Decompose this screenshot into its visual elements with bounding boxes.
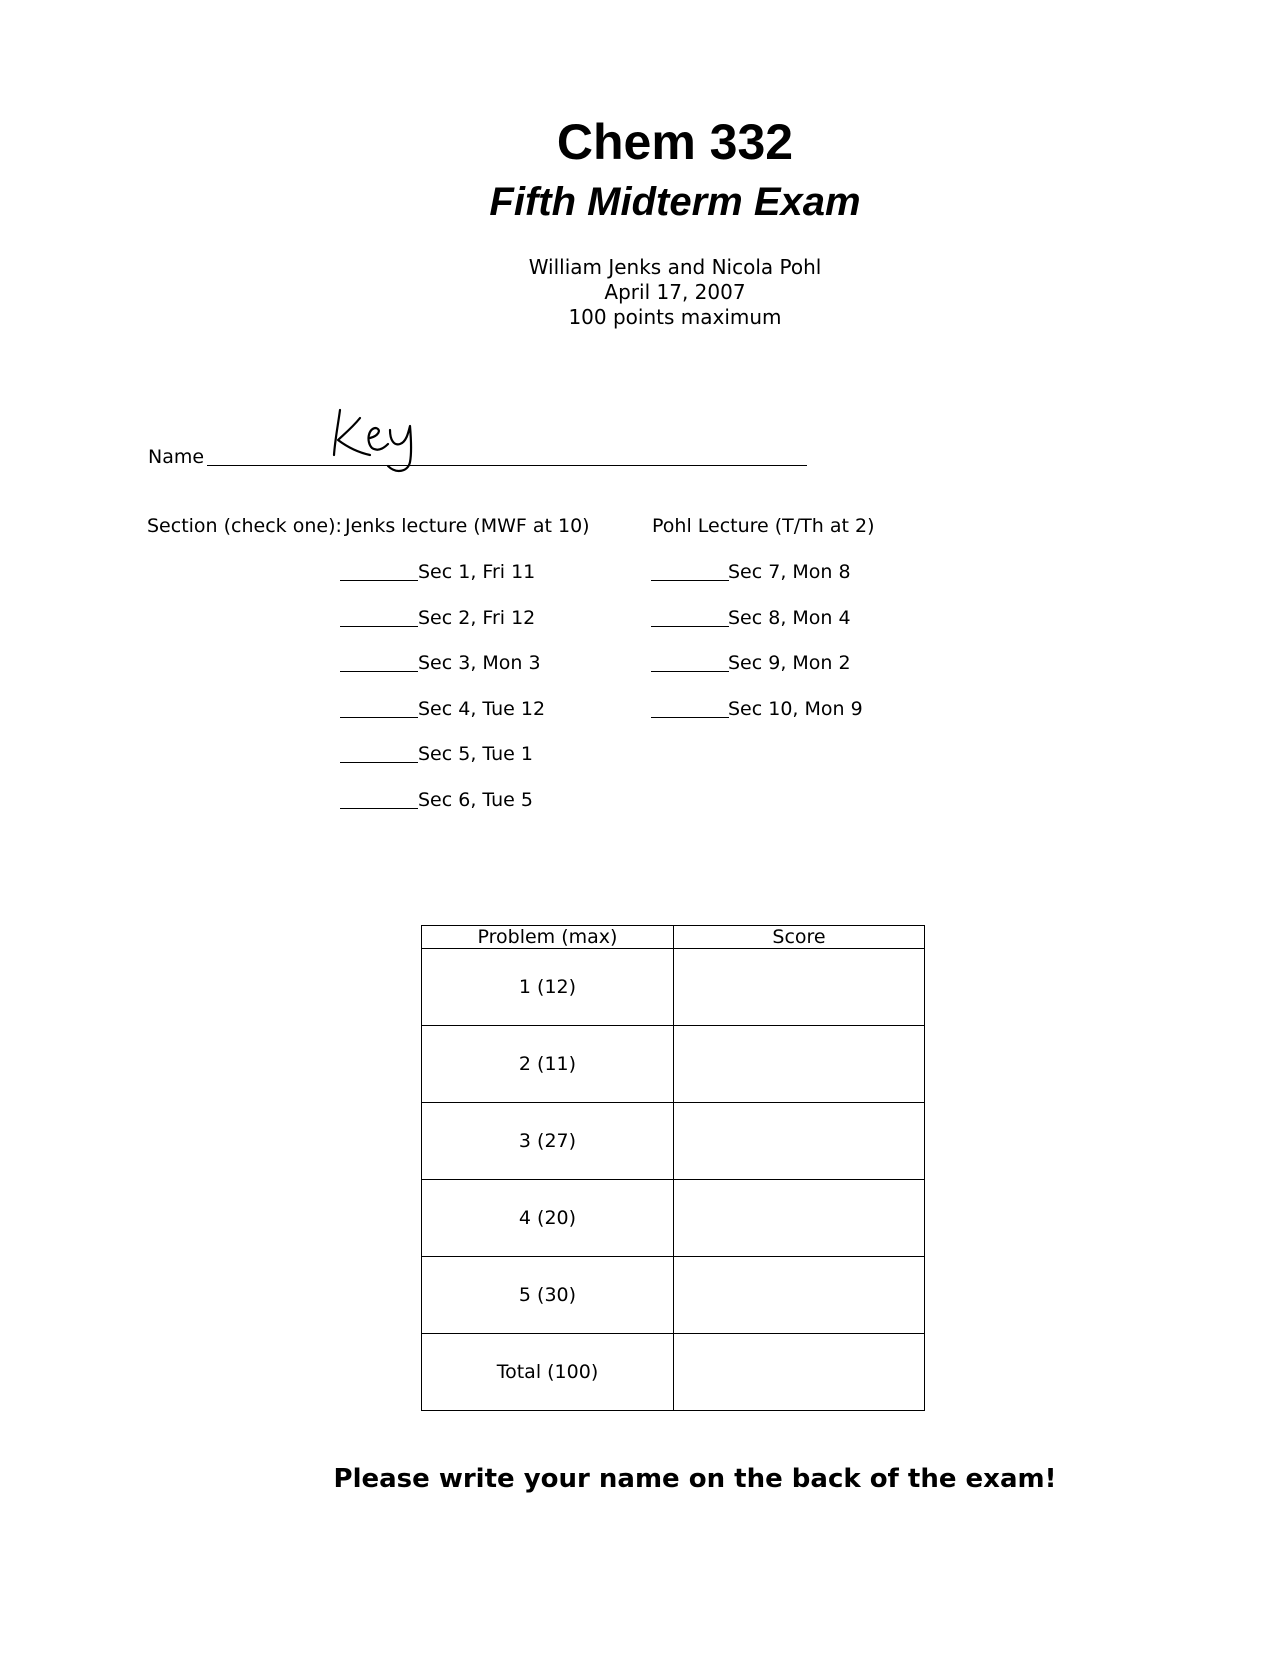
section-checkbox-blank[interactable] [340, 626, 418, 627]
score-cell[interactable] [674, 949, 925, 1026]
table-row [422, 1334, 925, 1411]
score-cell[interactable] [674, 1257, 925, 1334]
exam-date: April 17, 2007 [604, 280, 746, 304]
exam-title: Fifth Midterm Exam [489, 180, 861, 224]
section-option-sec-1: Sec 1, Fri 11 [418, 561, 536, 583]
table-row [422, 1103, 925, 1180]
table-row [422, 1257, 925, 1334]
handwritten-name-signature [330, 400, 440, 492]
section-label: Section (check one): [147, 515, 342, 537]
section-option-sec-4: Sec 4, Tue 12 [418, 698, 546, 720]
section-option-sec-9: Sec 9, Mon 2 [728, 652, 851, 674]
score-column-header: Score [674, 926, 925, 949]
problem-cell: 5 (30) [422, 1257, 674, 1334]
authors: William Jenks and Nicola Pohl [528, 255, 822, 279]
section-option-sec-7: Sec 7, Mon 8 [728, 561, 851, 583]
problem-cell: 1 (12) [422, 949, 674, 1026]
course-title: Chem 332 [556, 114, 794, 170]
section-option-sec-10: Sec 10, Mon 9 [728, 698, 863, 720]
section-option-sec-2: Sec 2, Fri 12 [418, 607, 536, 629]
table-row [422, 1180, 925, 1257]
section-checkbox-blank[interactable] [651, 717, 729, 718]
pohl-lecture-header: Pohl Lecture (T/Th at 2) [652, 515, 875, 537]
section-option-sec-5: Sec 5, Tue 1 [418, 743, 533, 765]
section-checkbox-blank[interactable] [651, 671, 729, 672]
points-maximum: 100 points maximum [568, 305, 782, 329]
total-score-cell[interactable] [674, 1334, 925, 1411]
table-row [422, 949, 925, 1026]
jenks-lecture-header: Jenks lecture (MWF at 10) [345, 515, 590, 537]
section-checkbox-blank[interactable] [651, 626, 729, 627]
score-cell[interactable] [674, 1103, 925, 1180]
section-checkbox-blank[interactable] [340, 717, 418, 718]
problem-cell: 4 (20) [422, 1180, 674, 1257]
score-cell[interactable] [674, 1026, 925, 1103]
section-checkbox-blank[interactable] [651, 580, 729, 581]
problem-cell: 3 (27) [422, 1103, 674, 1180]
name-field-line[interactable] [207, 465, 807, 466]
section-checkbox-blank[interactable] [340, 808, 418, 809]
score-table-header-row [422, 926, 925, 949]
footer-instruction: Please write your name on the back of the exam! [333, 1464, 1057, 1494]
problem-cell: 2 (11) [422, 1026, 674, 1103]
section-checkbox-blank[interactable] [340, 671, 418, 672]
section-option-sec-6: Sec 6, Tue 5 [418, 789, 533, 811]
name-label: Name [148, 446, 205, 468]
section-checkbox-blank[interactable] [340, 580, 418, 581]
section-option-sec-3: Sec 3, Mon 3 [418, 652, 541, 674]
problem-column-header: Problem (max) [422, 926, 674, 949]
score-table [421, 925, 925, 1411]
section-option-sec-8: Sec 8, Mon 4 [728, 607, 851, 629]
table-row [422, 1026, 925, 1103]
total-cell: Total (100) [422, 1334, 674, 1411]
score-cell[interactable] [674, 1180, 925, 1257]
section-checkbox-blank[interactable] [340, 762, 418, 763]
